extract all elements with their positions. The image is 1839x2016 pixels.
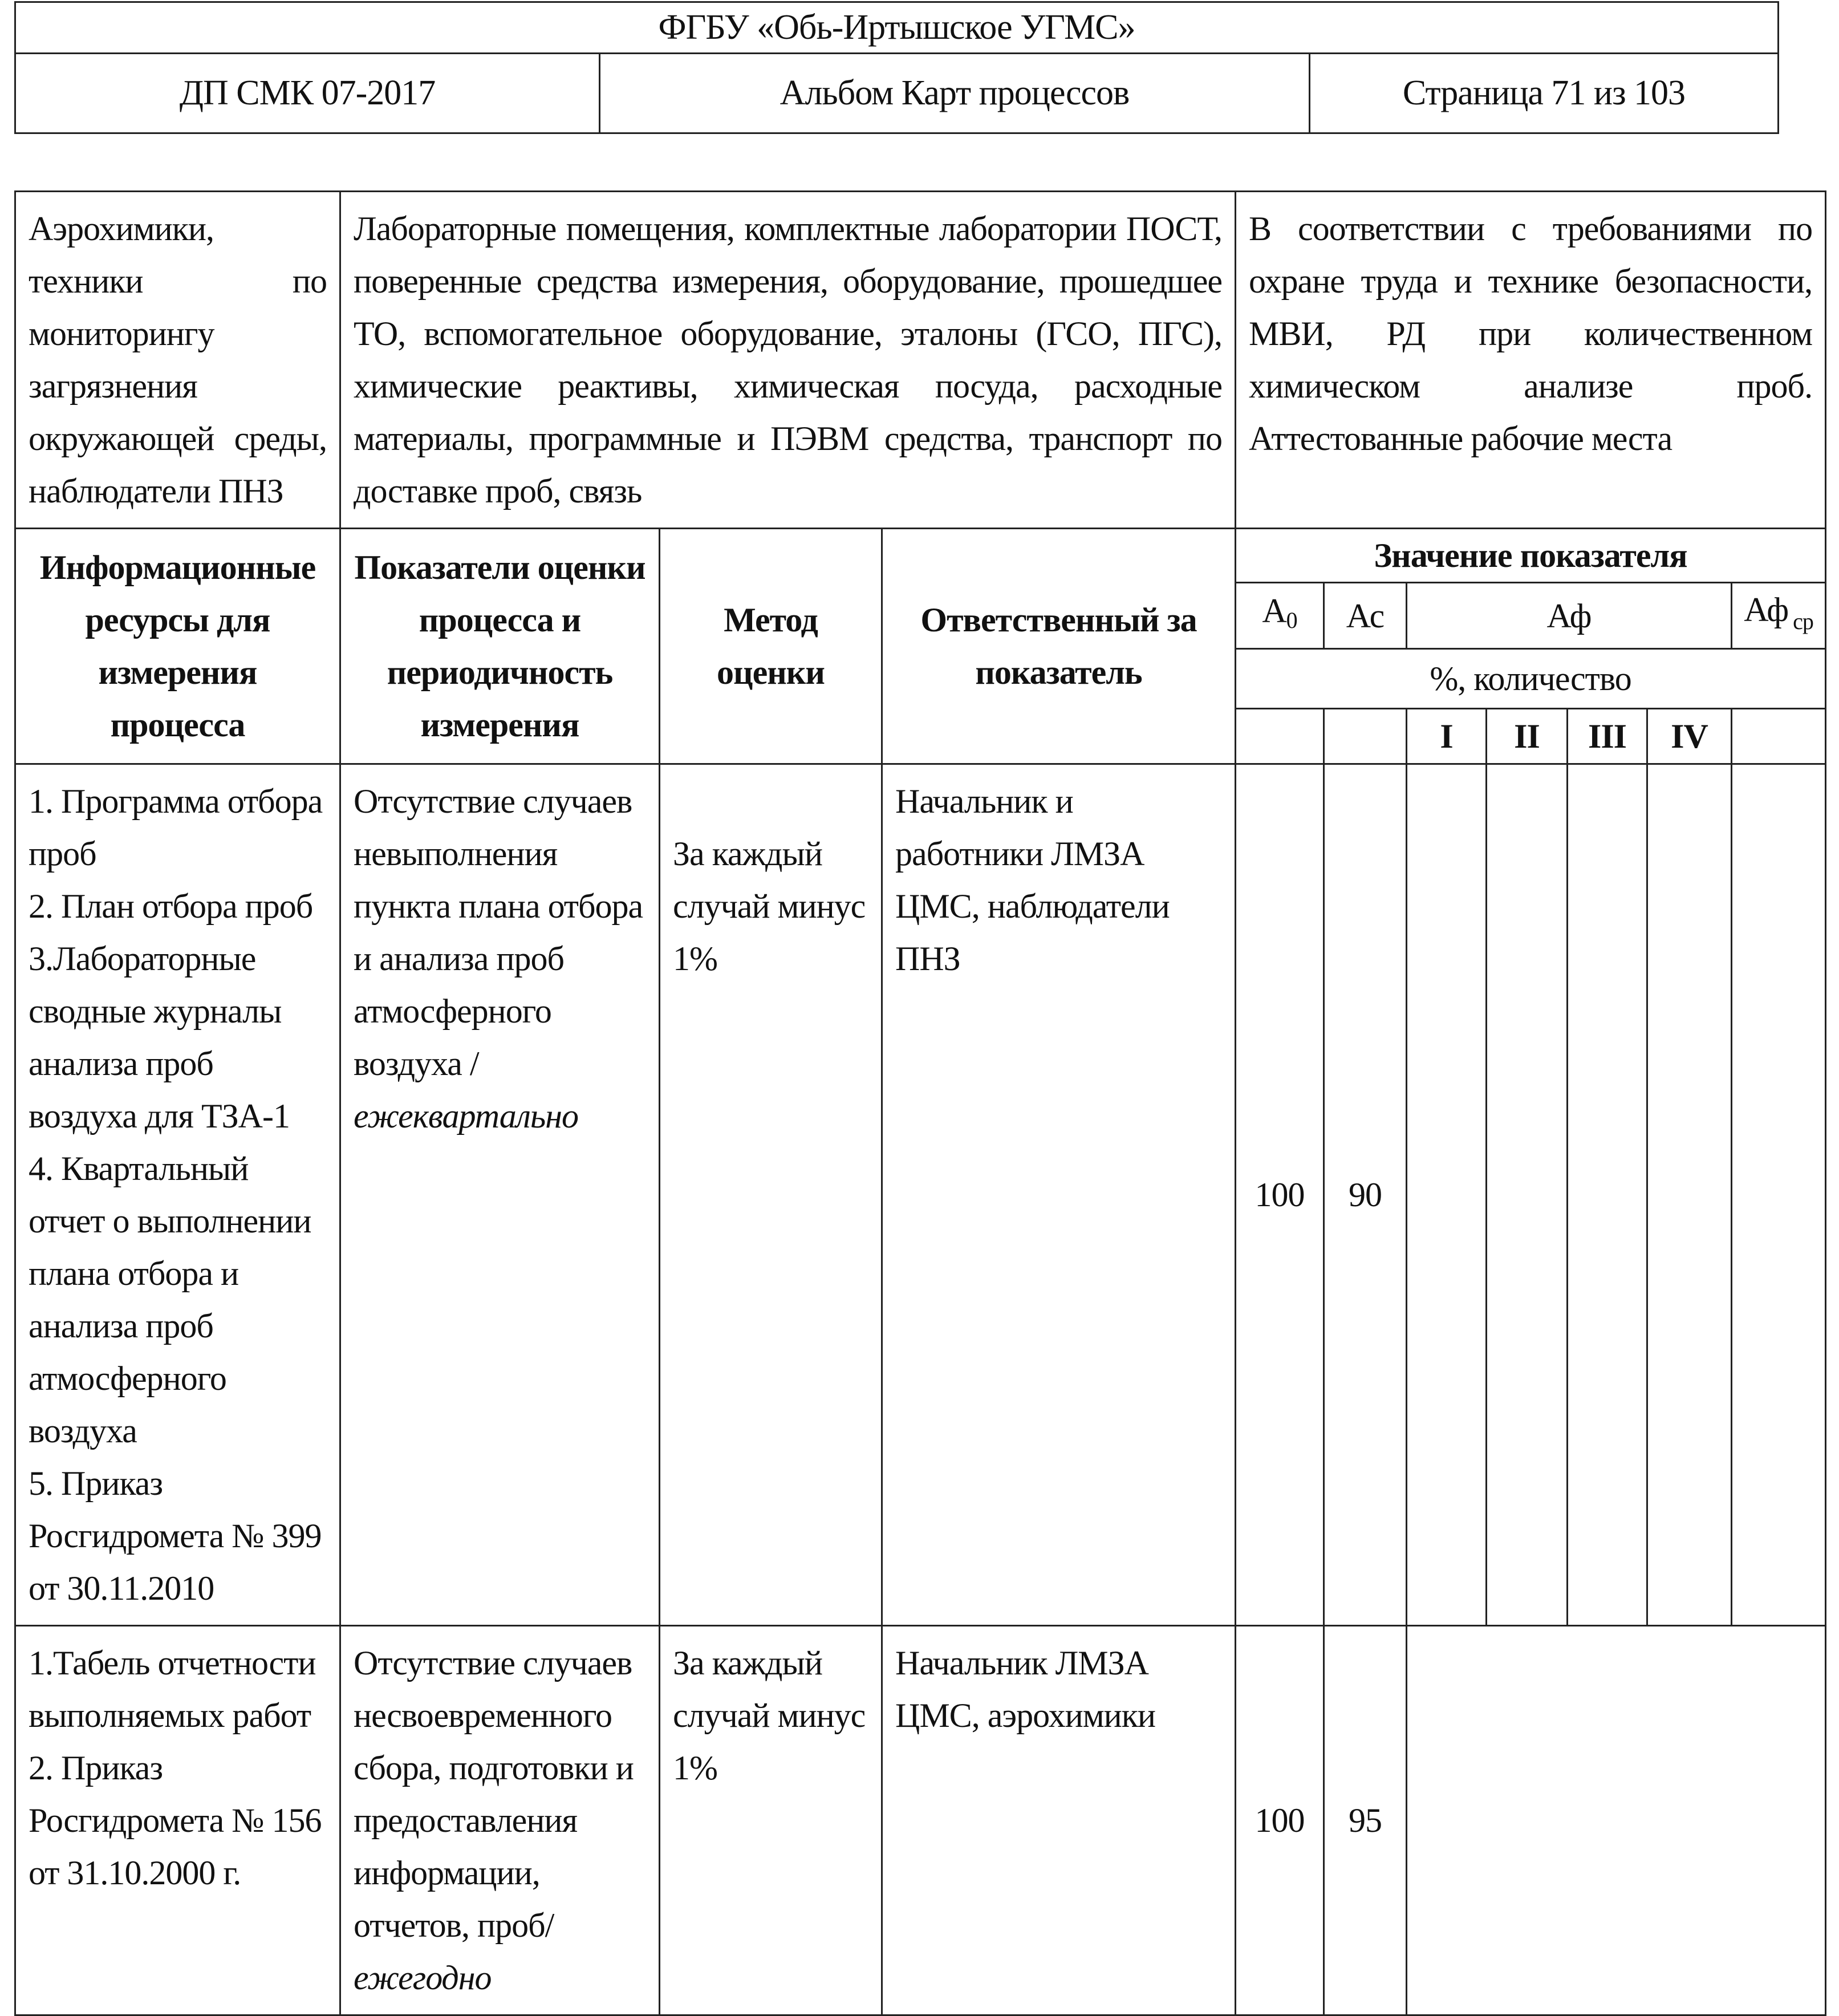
quarter-4-header: IV xyxy=(1647,709,1732,764)
staff-resources: Аэрохимики, техники по мониторингу загрязнения окружающей среды, наблюдатели ПНЗ xyxy=(15,192,340,529)
album-title: Альбом Карт процессов xyxy=(600,54,1310,133)
responsible-cell: Начальник и работники ЛМЗА ЦМС, наблюдатели ПНЗ xyxy=(882,764,1236,1626)
af-cp-header: Аф $_{ср}$ xyxy=(1732,583,1826,649)
q1-value xyxy=(1407,764,1487,1626)
page-number: Страница 71 из 103 xyxy=(1310,54,1779,133)
info-resources-cell: 1. Программа отбора проб 2. План отбора проб 3.Лабораторные сводные журналы анализа проб воздуха для ТЗА-1 4. Квартальный отчет о выполнении плана отбора и анализа проб атмосферного воздуха 5. Приказ Росгидромета № 399 от 30.11.2010 xyxy=(15,764,340,1626)
document-header xyxy=(14,1,1779,134)
indicator-value-header: Значение показателя xyxy=(1236,529,1826,583)
quarter-2-header: II xyxy=(1487,709,1568,764)
table-row xyxy=(15,764,1826,1626)
document-code: ДП СМК 07-2017 xyxy=(15,54,600,133)
method-header: Метод оценки xyxy=(660,529,882,764)
indicator-cell: Отсутствие случаев несвоевременного сбора, подготовки и предоставления информации, отчетов, проб/ ежегодно xyxy=(340,1626,660,2015)
indicator-cell: Отсутствие случаев невыполнения пункта плана отбора и анализа проб атмосферного воздуха /ежеквартально xyxy=(340,764,660,1626)
info-resources-header: Информационные ресурсы для измерения процесса xyxy=(15,529,340,764)
quarter-1-header: I xyxy=(1407,709,1487,764)
equipment-resources: Лабораторные помещения, комплектные лаборатории ПОСТ, поверенные средства измерения, оборудование, прошедшее ТО, вспомогательное оборудование, эталоны (ГСО, ПГС), химические реактивы, химическая посуда, расходные материалы, программные и ПЭВМ средства, транспорт по доставке проб, связь xyxy=(340,192,1236,529)
method-cell: За каждый случай минус 1% xyxy=(660,1626,882,2015)
process-card-table xyxy=(14,190,1826,2016)
responsible-header: Ответственный за показатель xyxy=(882,529,1236,764)
ac-value: 90 xyxy=(1324,764,1407,1626)
a0-value: 100 xyxy=(1236,1626,1324,2015)
responsible-cell: Начальник ЛМЗА ЦМС, аэрохимики xyxy=(882,1626,1236,2015)
period: ежегодно xyxy=(354,1959,492,1997)
quarter-3-header: III xyxy=(1568,709,1647,764)
working-conditions: В соответствии с требованиями по охране труда и технике безопасности, МВИ, РД при количественном химическом анализе проб. Аттестованные рабочие места xyxy=(1236,192,1826,529)
af-values-merged xyxy=(1407,1626,1826,2015)
method-cell: За каждый случай минус 1% xyxy=(660,764,882,1626)
ac-value: 95 xyxy=(1324,1626,1407,2015)
organization-name: ФГБУ «Обь-Иртышское УГМС» xyxy=(15,2,1779,54)
table-row xyxy=(15,1626,1826,2015)
af-cp-value xyxy=(1732,764,1826,1626)
af-header: Аф xyxy=(1407,583,1732,649)
a0-header: А0 xyxy=(1236,583,1324,649)
ac-header: Ас xyxy=(1324,583,1407,649)
q4-value xyxy=(1647,764,1732,1626)
period: ежеквартально xyxy=(354,1097,578,1135)
q2-value xyxy=(1487,764,1568,1626)
units-header: %, количество xyxy=(1236,649,1826,709)
info-resources-cell: 1.Табель отчетности выполняемых работ 2. Приказ Росгидромета № 156 от 31.10.2000 г. xyxy=(15,1626,340,2015)
q3-value xyxy=(1568,764,1647,1626)
a0-value: 100 xyxy=(1236,764,1324,1626)
indicators-header: Показатели оценки процесса и периодичность измерения xyxy=(340,529,660,764)
